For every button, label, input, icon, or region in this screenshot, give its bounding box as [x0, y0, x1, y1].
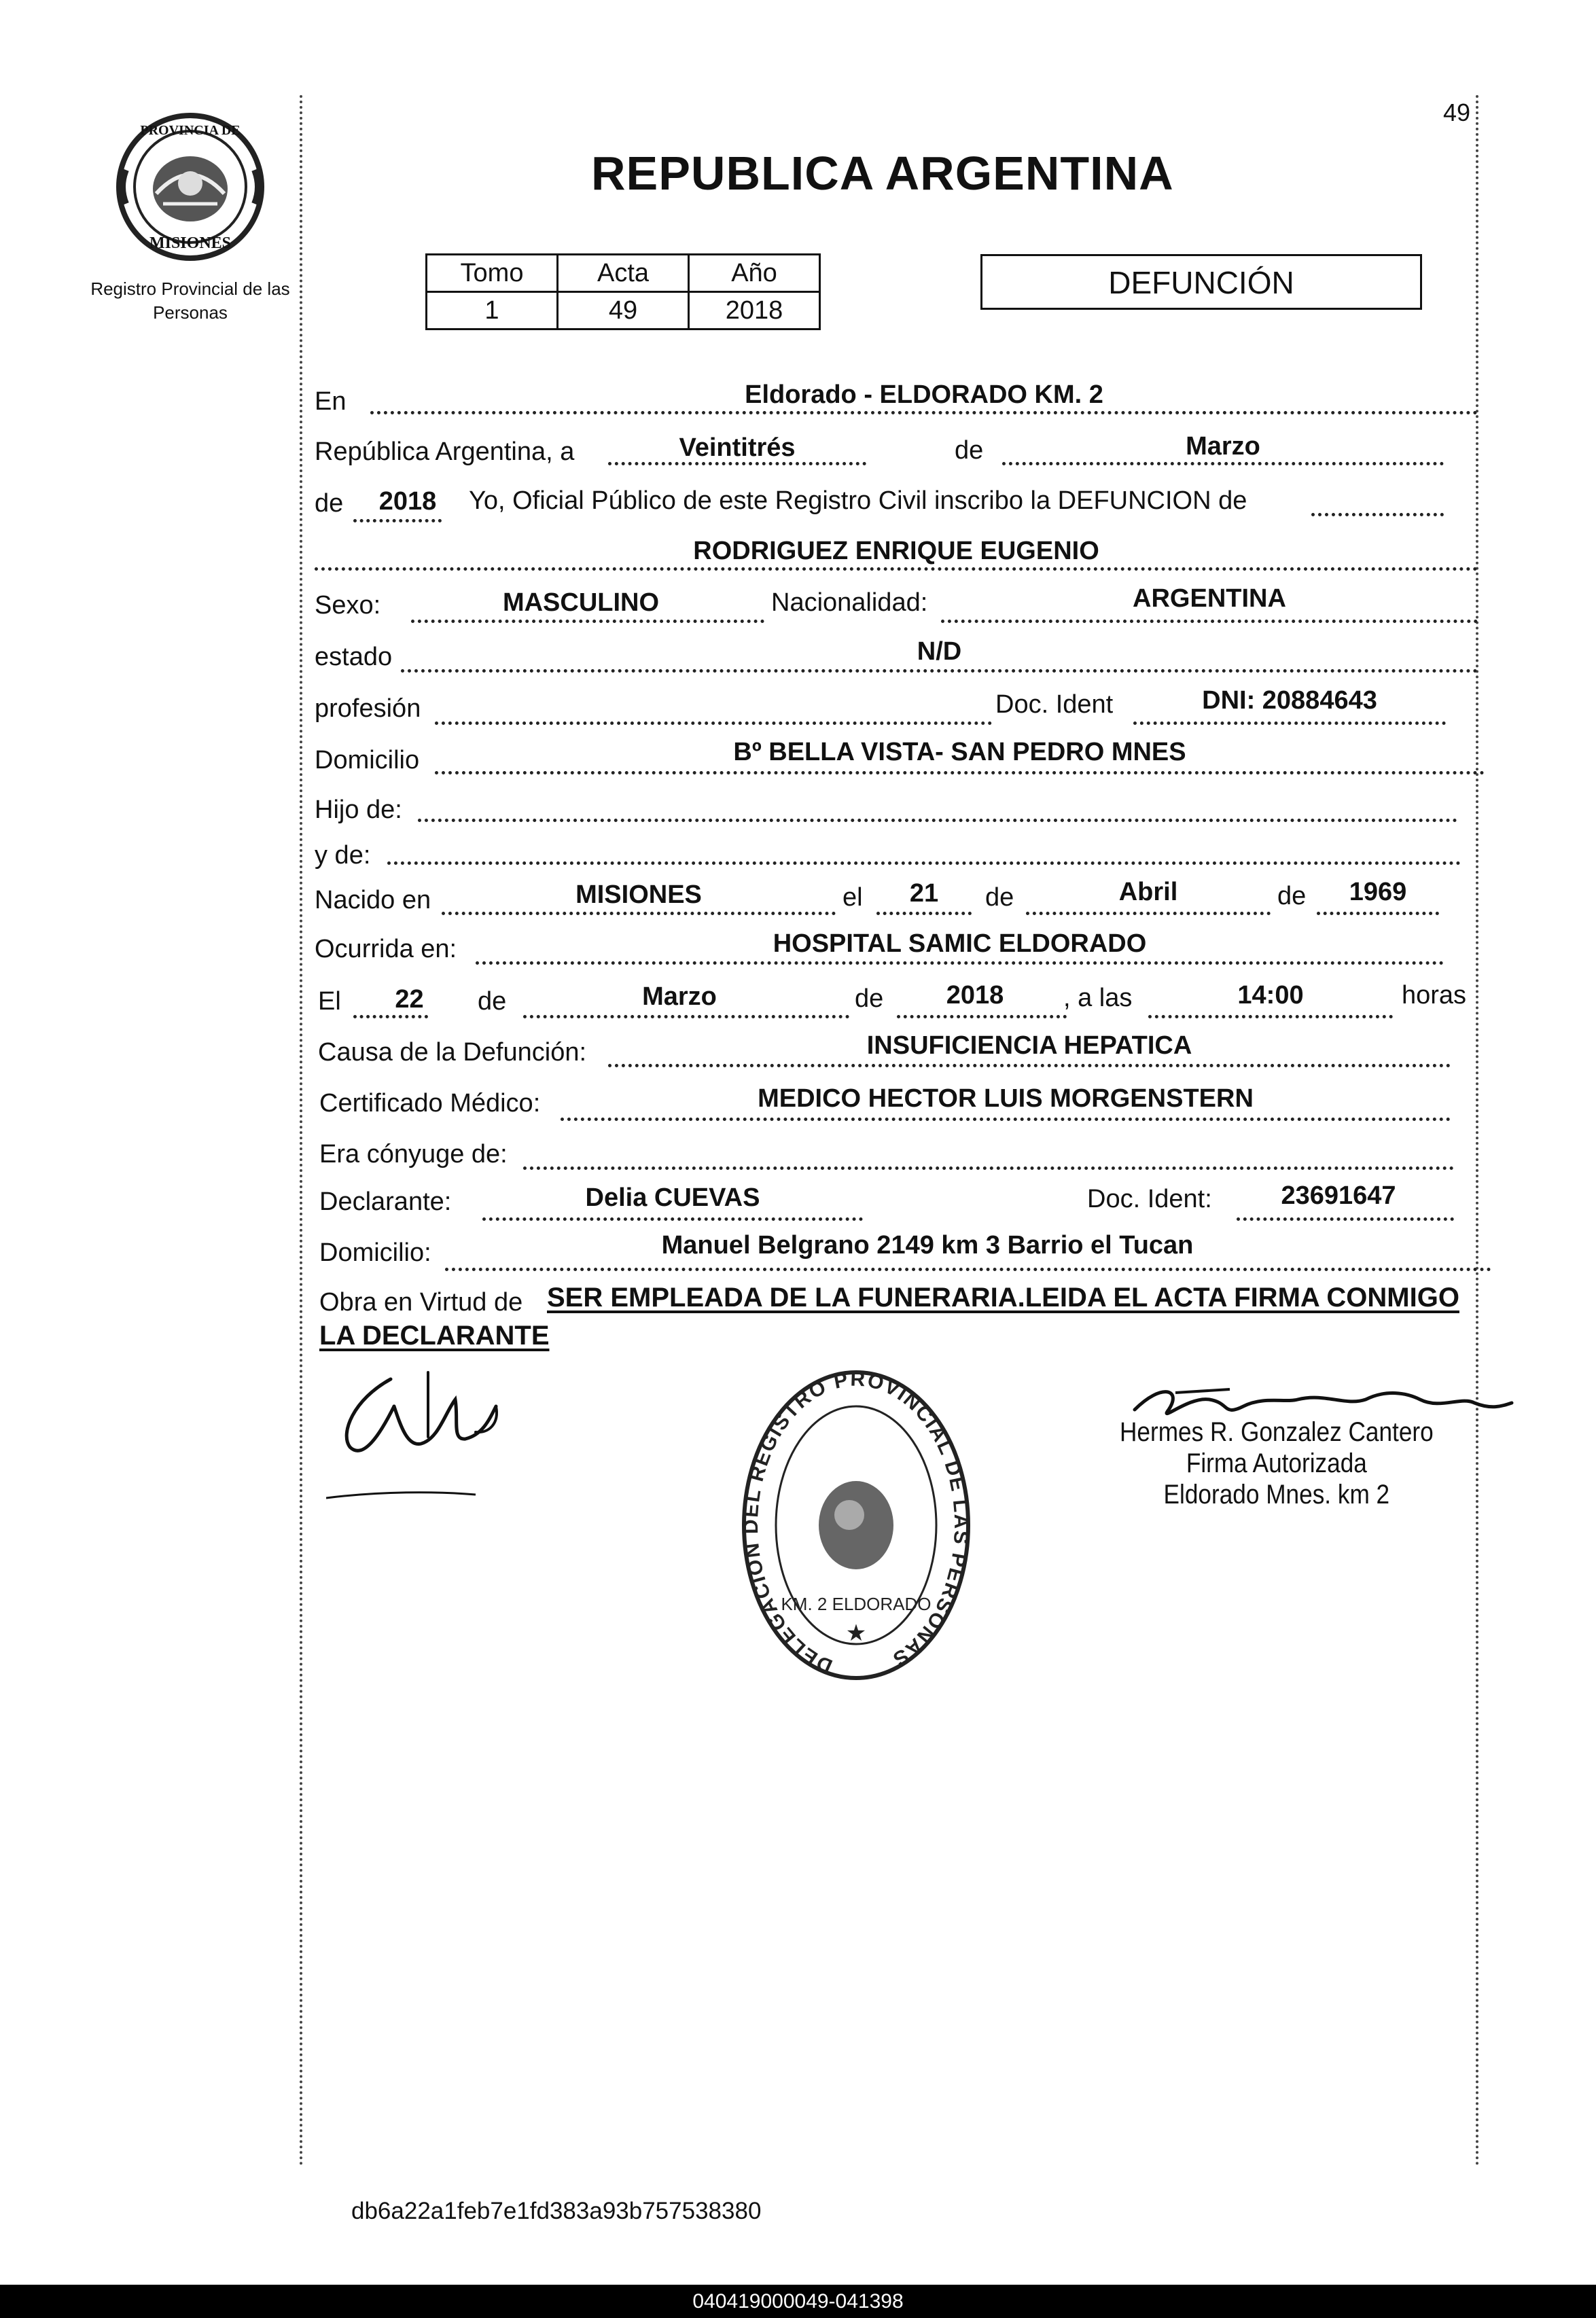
value-nacido: MISIONES — [575, 880, 702, 909]
document-type-box: DEFUNCIÓN — [980, 254, 1422, 310]
dotted-line — [1133, 721, 1446, 725]
value-death-day: 22 — [395, 985, 424, 1014]
label-sexo: Sexo: — [315, 591, 381, 620]
record-table-value-row — [427, 292, 820, 329]
label-nacido: Nacido en — [315, 886, 431, 914]
dotted-line — [1026, 912, 1271, 915]
value-ocurrida: HOSPITAL SAMIC ELDORADO — [773, 929, 1147, 958]
dotted-line — [523, 1166, 1454, 1170]
value-day-words: Veintitrés — [679, 433, 796, 462]
dotted-line — [435, 721, 992, 725]
label-a-las: , a las — [1063, 984, 1133, 1012]
dotted-line — [941, 620, 1478, 623]
value-year: 2018 — [378, 487, 437, 516]
label-de-birth-year: de — [1277, 882, 1307, 910]
label-obra: Obra en Virtud de — [319, 1288, 523, 1317]
value-sexo: MASCULINO — [502, 588, 660, 617]
value-declarante: Delia CUEVAS — [585, 1183, 760, 1212]
dotted-line — [876, 912, 972, 915]
label-en: En — [315, 387, 347, 416]
dotted-line — [315, 567, 1478, 571]
dotted-line — [387, 861, 1461, 865]
label-declarante-doc: Doc. Ident: — [1087, 1185, 1212, 1213]
label-nacionalidad: Nacionalidad: — [771, 588, 928, 617]
document-hash: db6a22a1feb7e1fd383a93b757538380 — [351, 2198, 762, 2224]
value-causa: INSUFICIENCIA HEPATICA — [866, 1031, 1192, 1060]
dotted-line — [476, 961, 1444, 965]
dotted-line — [561, 1118, 1451, 1121]
dotted-line — [608, 462, 866, 465]
label-profesion: profesión — [315, 694, 421, 723]
label-declarante-domicilio: Domicilio: — [319, 1238, 431, 1267]
value-deceased-name: RODRIGUEZ ENRIQUE EUGENIO — [693, 537, 1099, 565]
dotted-line — [353, 1015, 428, 1018]
value-domicilio: Bº BELLA VISTA- SAN PEDRO MNES — [733, 738, 1186, 766]
dotted-line — [1002, 462, 1444, 465]
stamp-inner-text: KM. 2 ELDORADO — [781, 1594, 932, 1614]
value-death-time: 14:00 — [1237, 981, 1304, 1010]
label-de-birth-month: de — [985, 883, 1014, 912]
dotted-line — [445, 1268, 1491, 1271]
label-y-de: y de: — [315, 841, 371, 870]
registry-stamp — [734, 1366, 978, 1685]
record-table — [425, 253, 821, 330]
table-header-acta: Acta — [558, 255, 689, 292]
label-doc-ident: Doc. Ident — [995, 690, 1114, 719]
dotted-line — [435, 771, 1485, 774]
value-declarante-domicilio: Manuel Belgrano 2149 km 3 Barrio el Tucan — [661, 1231, 1194, 1260]
value-death-year: 2018 — [946, 981, 1004, 1010]
value-certificado: MEDICO HECTOR LUIS MORGENSTERN — [758, 1084, 1254, 1113]
dotted-line — [442, 912, 836, 915]
value-month: Marzo — [1186, 432, 1260, 461]
label-republica: República Argentina, a — [315, 438, 575, 466]
official-location: Eldorado Mnes. km 2 — [1163, 1480, 1390, 1510]
table-header-tomo: Tomo — [427, 255, 558, 292]
inscribo-text: Yo, Oficial Público de este Registro Civil inscribo la DEFUNCION de — [469, 486, 1247, 515]
official-role: Firma Autorizada — [1186, 1448, 1367, 1478]
value-declarante-doc: 23691647 — [1281, 1181, 1396, 1210]
dotted-line — [1311, 513, 1444, 516]
page-number: 49 — [1443, 99, 1471, 126]
label-el: el — [843, 883, 863, 912]
page-title: REPUBLICA ARGENTINA — [591, 147, 1174, 200]
dotted-line — [1148, 1015, 1393, 1018]
dotted-line — [353, 519, 442, 522]
label-ocurrida: Ocurrida en: — [315, 935, 457, 963]
footer-code: 040419000049-041398 — [692, 2290, 904, 2313]
dotted-line — [411, 620, 764, 623]
dotted-line — [1237, 1217, 1454, 1221]
value-birth-month: Abril — [1118, 878, 1178, 906]
table-value-tomo: 1 — [427, 292, 558, 329]
dotted-line — [482, 1217, 863, 1221]
table-value-acta: 49 — [558, 292, 689, 329]
registry-caption: Registro Provincial de las Personas — [90, 279, 290, 323]
label-horas: horas — [1402, 981, 1467, 1010]
declarant-signature — [326, 1359, 530, 1508]
value-birth-day: 21 — [909, 879, 939, 908]
value-death-month: Marzo — [642, 982, 717, 1011]
label-de-death-month: de — [478, 987, 507, 1016]
label-de-year: de — [315, 489, 344, 518]
label-declarante: Declarante: — [319, 1188, 452, 1216]
dotted-line — [897, 1015, 1067, 1018]
provincial-seal-logo — [112, 109, 268, 265]
official-name: Hermes R. Gonzalez Cantero — [1120, 1417, 1434, 1447]
label-estado: estado — [315, 643, 393, 671]
stamp-ring-text: DELEGACION DEL REGISTRO PROVINCIAL DE LAS PERSONAS — [740, 1368, 973, 1678]
official-signature-block — [1120, 1416, 1434, 1510]
dotted-line — [608, 1064, 1451, 1067]
value-doc-ident: DNI: 20884643 — [1202, 686, 1377, 715]
label-conyuge: Era cónyuge de: — [319, 1140, 508, 1169]
seal-bottom-text: MISIONES — [149, 234, 232, 252]
label-hijo: Hijo de: — [315, 796, 402, 824]
seal-top-text: PROVINCIA DE — [140, 123, 241, 138]
value-birth-year: 1969 — [1349, 878, 1407, 906]
label-domicilio: Domicilio — [315, 746, 420, 774]
value-estado: N/D — [917, 637, 962, 666]
dotted-line — [401, 669, 1478, 673]
stamp-star-icon: ★ — [845, 1620, 867, 1646]
value-place: Eldorado - ELDORADO KM. 2 — [745, 380, 1103, 409]
left-margin-rule — [300, 95, 302, 2167]
value-obra-line2: LA DECLARANTE — [319, 1321, 550, 1351]
label-de-death-year: de — [855, 984, 884, 1013]
dotted-line — [370, 411, 1478, 414]
record-table-header-row — [427, 255, 820, 292]
dotted-line — [418, 819, 1457, 822]
label-causa: Causa de la Defunción: — [318, 1038, 587, 1067]
label-el-cap: El — [318, 987, 341, 1016]
dotted-line — [1317, 912, 1439, 915]
label-de: de — [955, 436, 984, 465]
table-value-ano: 2018 — [689, 292, 820, 329]
value-obra-line1: SER EMPLEADA DE LA FUNERARIA.LEIDA EL ACTA FIRMA CONMIGO — [547, 1283, 1459, 1313]
dotted-line — [523, 1015, 849, 1018]
label-certificado: Certificado Médico: — [319, 1089, 541, 1118]
table-header-ano: Año — [689, 255, 820, 292]
value-nacionalidad: ARGENTINA — [1133, 584, 1286, 613]
